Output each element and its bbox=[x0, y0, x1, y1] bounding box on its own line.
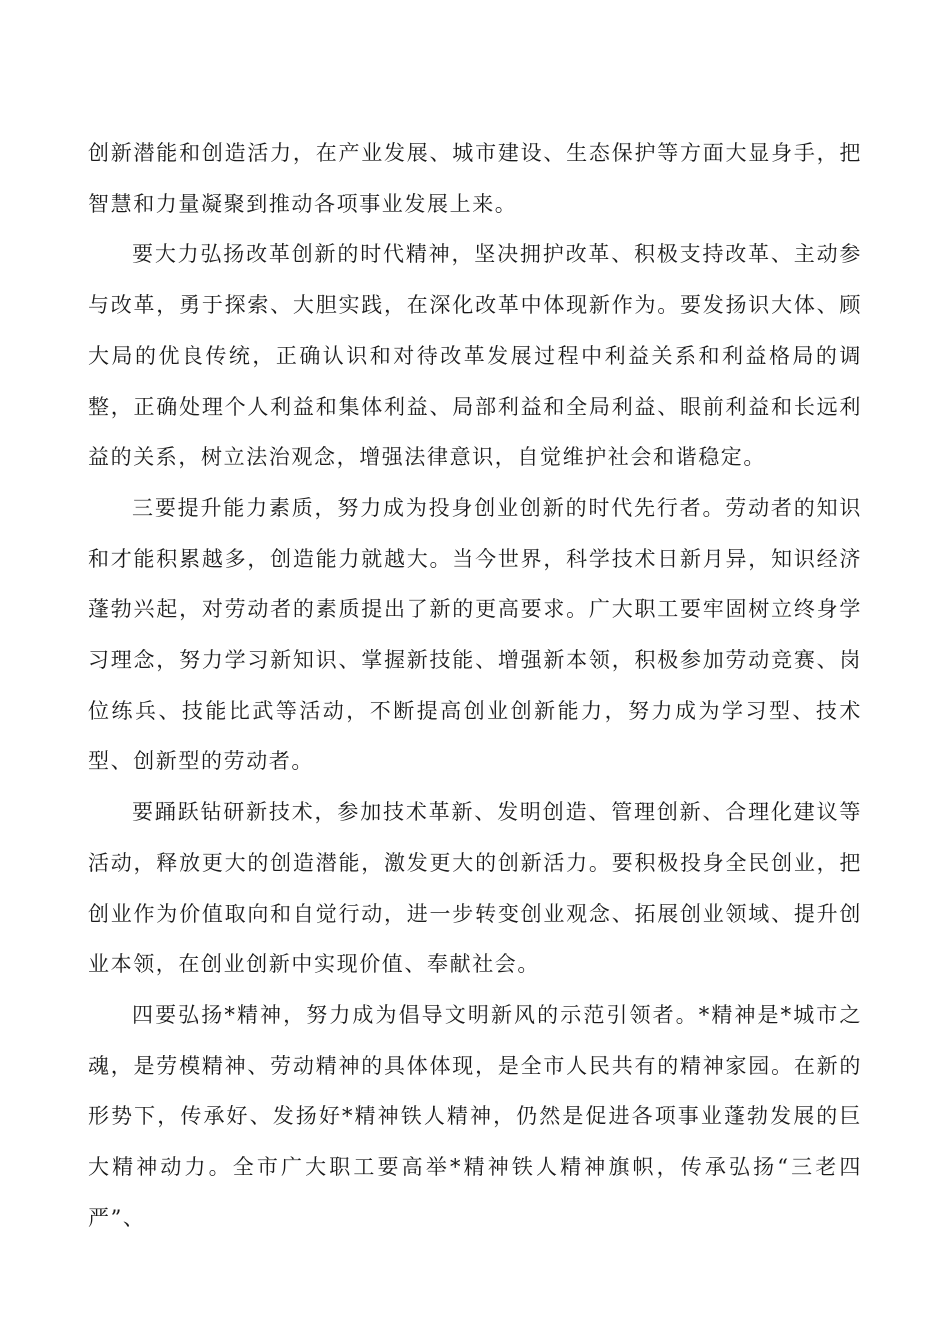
document-body bbox=[88, 128, 862, 1243]
paragraph-promote-spirit: 四要弘扬*精神，努力成为倡导文明新风的示范引领者。*精神是*城市之魂，是劳模精神、劳动精神的具体体现，是全市人民共有的精神家园。在新的形势下，传承好、发扬好*精神铁人精神，仍然是促进各项事业蓬勃发展的巨大精神动力。全市广大职工要高举*精神铁人精神旗帜，传承弘扬“三老四严”、 bbox=[88, 1002, 862, 1230]
paragraph-continuation: 创新潜能和创造活力，在产业发展、城市建设、生态保护等方面大显身手，把智慧和力量凝聚到推动各项事业发展上来。 bbox=[88, 141, 862, 216]
paragraph-improve-ability: 三要提升能力素质，努力成为投身创业创新的时代先行者。劳动者的知识和才能积累越多，创造能力就越大。当今世界，科学技术日新月异，知识经济蓬勃兴起，对劳动者的素质提出了新的更高要求。广大职工要牢固树立终身学习理念，努力学习新知识、掌握新技能、增强新本领，积极参加劳动竞赛、岗位练兵、技能比武等活动，不断提高创业创新能力，努力成为学习型、技术型、创新型的劳动者。 bbox=[88, 495, 862, 774]
paragraph-new-technology: 要踊跃钻研新技术，参加技术革新、发明创造、管理创新、合理化建议等活动，释放更大的创造潜能，激发更大的创新活力。要积极投身全民创业，把创业作为价值取向和自觉行动，进一步转变创业观念、拓展创业领域、提升创业本领，在创业创新中实现价值、奉献社会。 bbox=[88, 800, 862, 977]
paragraph-reform-innovation: 要大力弘扬改革创新的时代精神，坚决拥护改革、积极支持改革、主动参与改革，勇于探索、大胆实践，在深化改革中体现新作为。要发扬识大体、顾大局的优良传统，正确认识和对待改革发展过程中利益关系和利益格局的调整，正确处理个人利益和集体利益、局部利益和全局利益、眼前利益和长远利益的关系，树立法治观念，增强法律意识，自觉维护社会和谐稳定。 bbox=[88, 242, 862, 470]
